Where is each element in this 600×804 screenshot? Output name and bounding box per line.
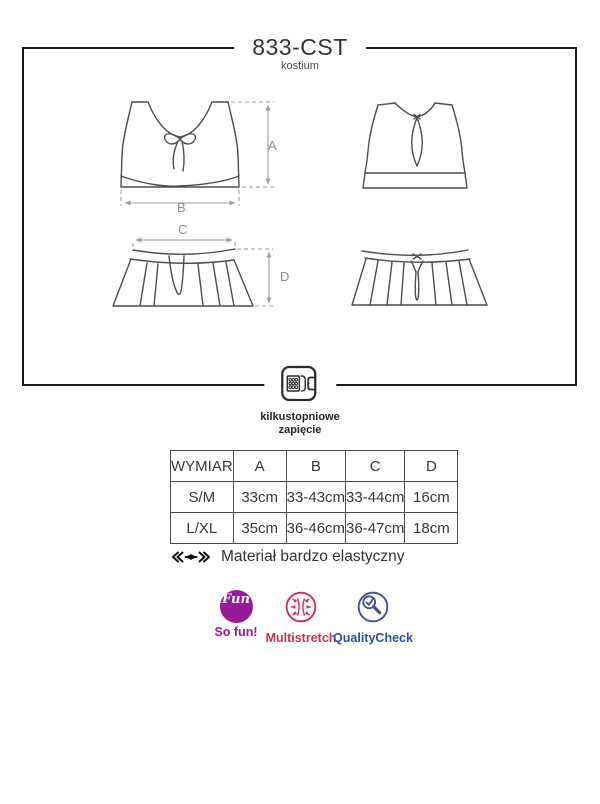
sm-a: 33cm xyxy=(233,482,286,513)
skirt-front-outline xyxy=(113,249,253,306)
measurement-label-a: A xyxy=(268,138,277,153)
magnifier-handle xyxy=(374,607,380,613)
size-table xyxy=(170,450,458,544)
product-title-block xyxy=(234,34,366,73)
col-d: D xyxy=(405,451,458,482)
top-front-drawing xyxy=(88,92,288,217)
product-type: kostium xyxy=(281,60,319,72)
lxl-b: 36-46cm xyxy=(286,513,345,544)
lxl-c: 36-47cm xyxy=(346,513,405,544)
measurement-arrows-cd xyxy=(133,240,273,306)
closure-label-line1: kilkustopniowe xyxy=(260,411,340,423)
fun-circle-icon xyxy=(220,590,253,623)
badge-quality-check xyxy=(327,590,419,645)
col-b: B xyxy=(286,451,345,482)
col-c: C xyxy=(346,451,405,482)
lxl-d: 18cm xyxy=(405,513,458,544)
measurement-label-d: D xyxy=(280,269,290,284)
sm-c: 33-44cm xyxy=(346,482,405,513)
table-row xyxy=(171,482,458,513)
col-wymiar: WYMIAR xyxy=(171,451,234,482)
closure-label-line2: zapięcie xyxy=(278,424,322,436)
badge-label: So fun! xyxy=(214,625,258,639)
skirt-back-outline xyxy=(352,250,487,305)
magnifier-check-icon xyxy=(356,590,390,624)
badge-label: QualityCheck xyxy=(333,631,413,645)
sm-d: 16cm xyxy=(405,482,458,513)
measurement-label-c: C xyxy=(178,222,188,237)
size-lxl: L/XL xyxy=(171,513,234,544)
size-sm: S/M xyxy=(171,482,234,513)
lxl-a: 35cm xyxy=(233,513,286,544)
top-back-drawing xyxy=(360,95,485,200)
hook-and-eye-clasp-icon xyxy=(278,364,322,404)
closure-block xyxy=(260,364,339,437)
material-note xyxy=(170,548,405,566)
measurement-arrows-ab xyxy=(121,102,274,206)
check-mark xyxy=(366,599,372,604)
sm-b: 33-43cm xyxy=(286,482,345,513)
crop-top-front-outline xyxy=(121,102,239,187)
table-row xyxy=(171,513,458,544)
product-code: 833-CST xyxy=(252,34,348,60)
size-table-header-row xyxy=(171,451,458,482)
multistretch-icon xyxy=(284,590,318,624)
skirt-front-drawing xyxy=(85,226,290,316)
crop-top-back-outline xyxy=(363,103,467,188)
measurement-label-b: B xyxy=(177,200,186,215)
material-label: Materiał bardzo elastyczny xyxy=(221,548,405,565)
badge-so-fun xyxy=(203,590,269,639)
stretch-arrows-icon xyxy=(170,549,212,565)
skirt-back-drawing xyxy=(340,239,490,311)
fun-icon-text: Fun xyxy=(222,592,250,607)
badge-label: Multistretch xyxy=(265,631,337,645)
col-a: A xyxy=(233,451,286,482)
